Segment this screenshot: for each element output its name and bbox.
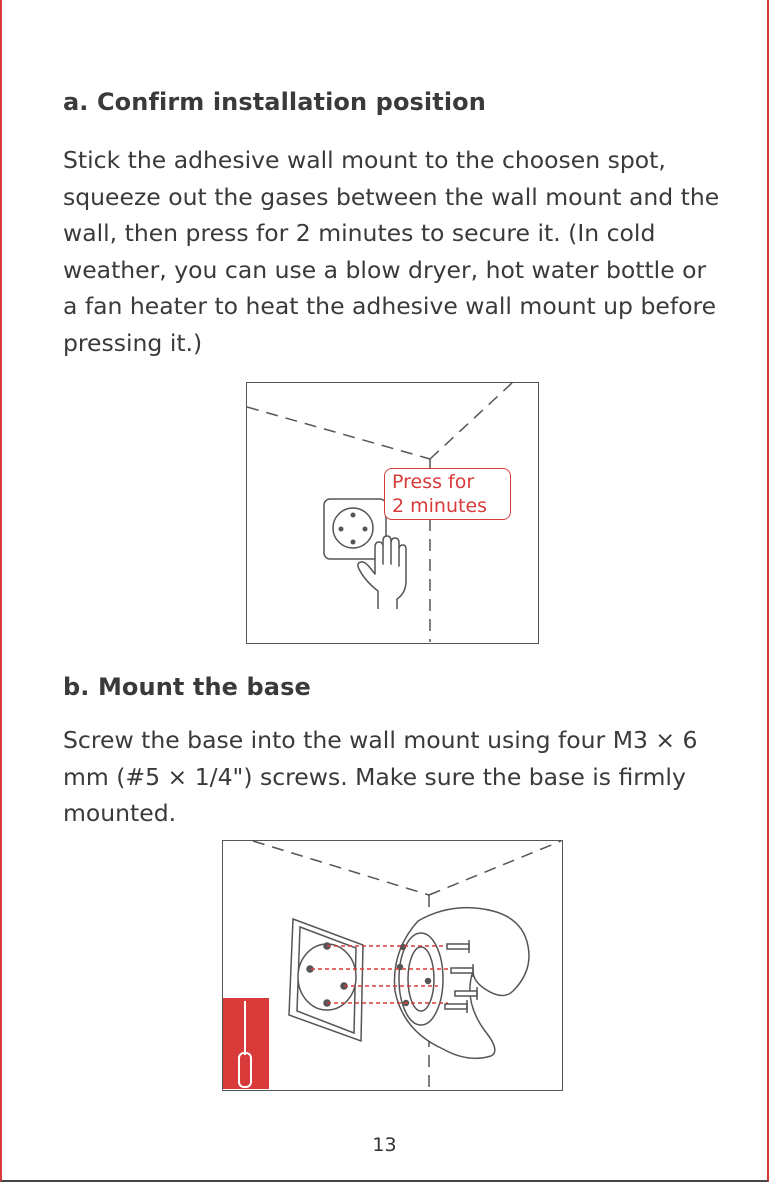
section-b-heading: b. Mount the base (63, 673, 311, 701)
figure-mount-base (222, 840, 563, 1091)
page-number: 13 (372, 1134, 397, 1156)
callout-line-1: Press for (392, 471, 475, 493)
section-a-body: Stick the adhesive wall mount to the choosen spot, squeeze out the gases between the wall mount and the wall, then press for 2 minutes to secure it. (In cold weather, you can use a blow dryer, hot water bottle or a fan heater to heat the adhesive wall mount up before pressing it.) (63, 146, 720, 357)
press-callout (384, 468, 511, 520)
figure-press-wall-mount (246, 382, 539, 644)
screwdriver-icon (223, 998, 269, 1089)
section-a-heading: a. Confirm installation position (63, 88, 486, 116)
wall-mount-plate (289, 919, 363, 1041)
section-b-body: Screw the base into the wall mount using four M3 × 6 mm (#5 × 1/4") screws. Make sure the base is firmly mounted. (63, 726, 698, 827)
callout-line-2: 2 minutes (392, 495, 488, 517)
mount-base-illustration (223, 841, 561, 1089)
camera-base (394, 908, 529, 1059)
